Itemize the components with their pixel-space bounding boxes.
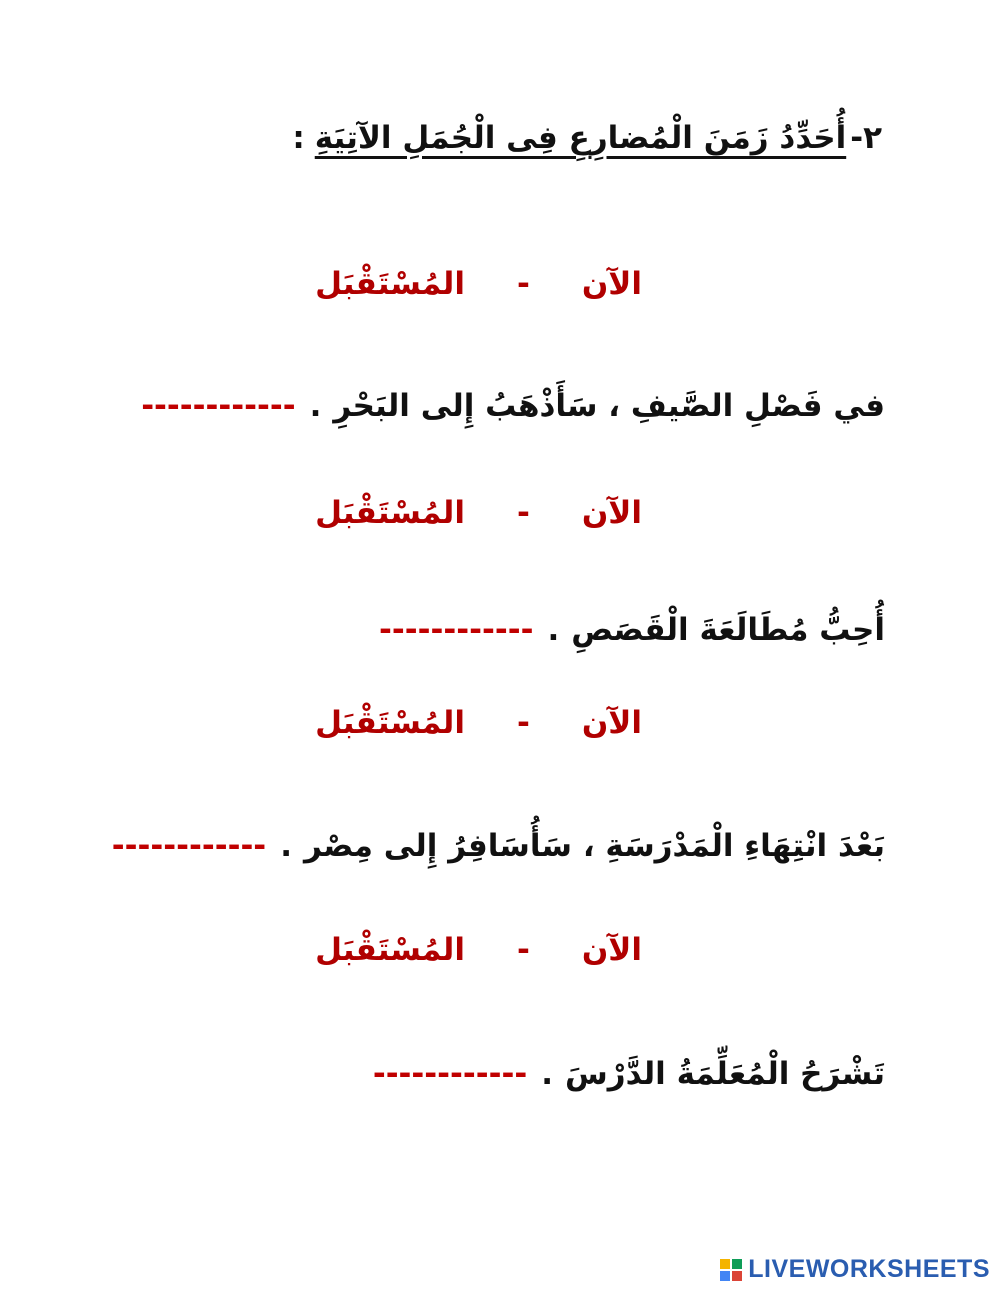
answer-blank[interactable]: ------------ [379,612,534,648]
logo-block [732,1271,742,1281]
choice-row-4 [315,932,642,968]
sentence-period: . [541,1056,554,1092]
sentence-1 [141,388,885,424]
sentence-text: بَعْدَ انْتِهَاءِ الْمَدْرَسَةِ ، سَأُسَافِرُ إِلى مِصْر [303,828,885,864]
choice-now[interactable]: الآن [581,705,642,741]
sentence-3 [112,828,885,864]
choice-future[interactable]: المُسْتَقْبَل [315,495,465,531]
choice-separator: - [516,932,530,968]
choice-now[interactable]: الآن [581,932,642,968]
logo-blocks-icon [720,1259,742,1281]
choice-row-1 [315,266,642,302]
sentence-period: . [547,612,560,648]
answer-blank[interactable]: ------------ [372,1056,528,1092]
choice-separator: - [516,495,530,531]
sentence-text: في فَصْلِ الصَّيفِ ، سَأَذْهَبُ إِلى البَحْرِ [333,388,885,424]
logo-text: LIVEWORKSHEETS [748,1255,990,1283]
heading-colon: : [292,120,305,156]
logo-block [720,1259,730,1269]
choice-separator: - [516,705,530,741]
choice-row-3 [315,705,642,741]
answer-blank[interactable]: ------------ [111,828,267,864]
logo-block [732,1259,742,1269]
choice-future[interactable]: المُسْتَقْبَل [315,705,465,741]
choice-now[interactable]: الآن [581,266,642,302]
choice-future[interactable]: المُسْتَقْبَل [315,266,465,302]
logo-block [720,1271,730,1281]
sentence-2 [379,612,885,648]
liveworksheets-logo [720,1255,990,1284]
choice-row-2 [315,495,642,531]
sentence-text: تَشْرَحُ الْمُعَلِّمَةُ الدَّرْسَ [565,1056,885,1092]
choice-now[interactable]: الآن [581,495,642,531]
sentence-period: . [280,828,292,864]
choice-future[interactable]: المُسْتَقْبَل [315,932,465,968]
sentence-period: . [309,388,322,424]
exercise-title: أُحَدِّدُ زَمَنَ الْمُضارِعِ فِى الْجُمَلِ الآتِيَةِ [314,120,847,156]
sentence-text: أُحِبُّ مُطَالَعَةَ الْقَصَصِ [571,612,885,648]
exercise-heading [292,120,882,156]
choice-separator: - [516,266,530,302]
answer-blank[interactable]: ------------ [141,388,296,424]
sentence-4 [373,1056,885,1092]
exercise-number: ٢- [850,120,882,156]
